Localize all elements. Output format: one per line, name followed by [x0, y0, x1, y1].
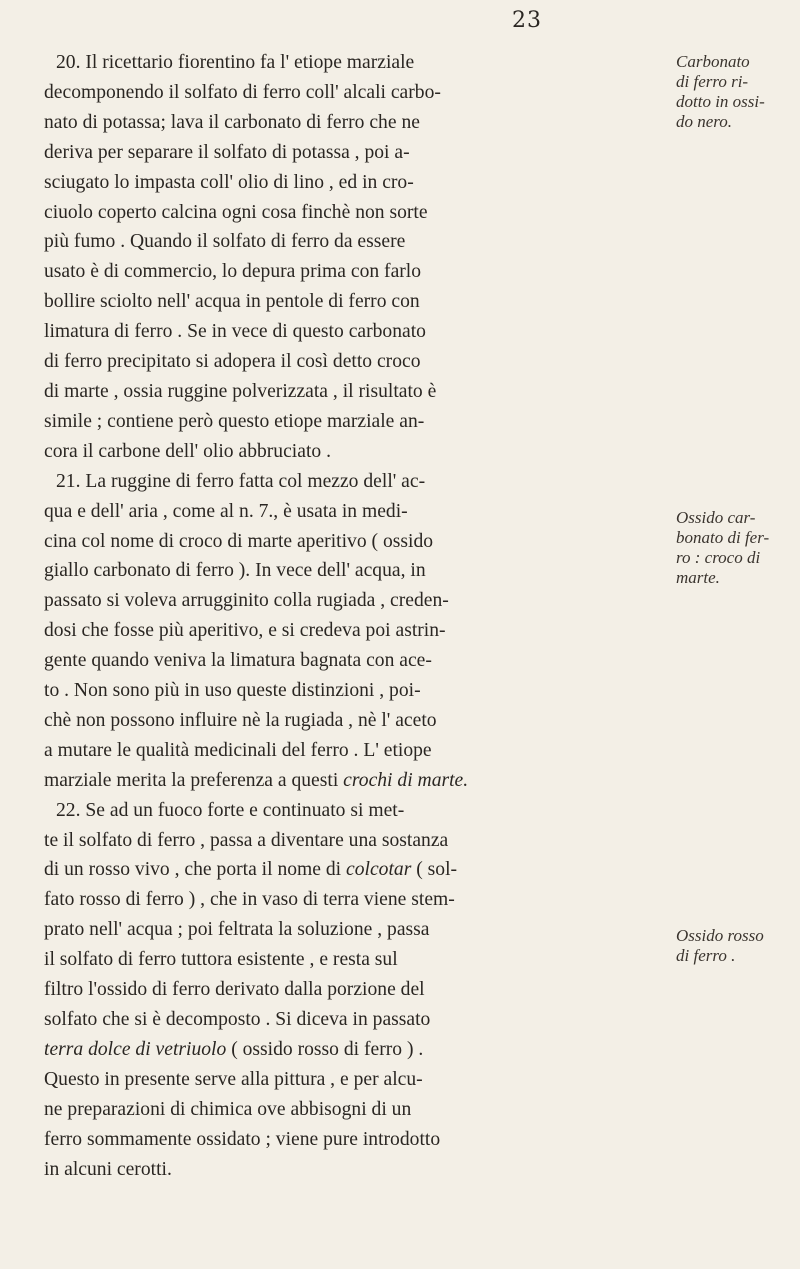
text-line — [44, 766, 672, 796]
text-segment: ( ossido rosso di ferro ) . — [226, 1038, 424, 1060]
text-line: cina col nome di croco di marte aperitivo ( ossido — [44, 530, 434, 552]
italic-term: terra dolce di vetriuolo — [44, 1038, 227, 1060]
text-line: Questo in presente serve alla pittura , e per alcu- — [44, 1068, 423, 1090]
marginal-note — [676, 926, 798, 966]
marginal-note-line: bonato di fer- — [676, 528, 770, 547]
text-segment: marziale merita la preferenza a questi — [44, 769, 344, 791]
text-line: simile ; contiene però questo etiope marziale an- — [44, 410, 425, 432]
text-segment: ( sol- — [411, 859, 458, 881]
text-line: 21. La ruggine di ferro fatta col mezzo dell' ac- — [56, 470, 426, 492]
text-line: chè non possono influire nè la rugiada , nè l' aceto — [44, 709, 437, 731]
marginal-note-line: di ferro . — [676, 946, 736, 965]
text-line: filtro l'ossido di ferro derivato dalla porzione del — [44, 979, 425, 1001]
text-line: gente quando veniva la limatura bagnata con ace- — [44, 650, 432, 672]
text-line: qua e dell' aria , come al n. 7., è usata in medi- — [44, 500, 408, 522]
marginal-note-line: Ossido rosso — [676, 926, 764, 945]
text-line: cora il carbone dell' olio abbruciato . — [44, 440, 331, 462]
text-line: decomponendo il solfato di ferro coll' alcali carbo- — [44, 81, 441, 103]
text-line: solfato che si è decomposto . Si diceva in passato — [44, 1009, 431, 1030]
text-line: a mutare le qualità medicinali del ferro . L' etiope — [44, 739, 432, 761]
text-line: di marte , ossia ruggine polverizzata , il risultato è — [44, 380, 437, 402]
text-line: deriva per separare il solfato di potassa , poi a- — [44, 141, 410, 163]
text-line: di ferro precipitato si adopera il così detto croco — [44, 351, 421, 373]
text-line: giallo carbonato di ferro ). In vece dell' acqua, in — [44, 560, 426, 582]
text-line — [44, 855, 672, 885]
text-line: usato è di commercio, lo depura prima con farlo — [44, 261, 422, 283]
text-line: 20. Il ricettario fiorentino fa l' etiope marziale — [56, 52, 415, 73]
text-line: nato di potassa; lava il carbonato di ferro che ne — [44, 111, 420, 133]
italic-term: colcotar — [346, 859, 412, 881]
text-line: passato si voleva arrugginito colla rugiada , creden- — [44, 590, 449, 612]
text-line: limatura di ferro . Se in vece di questo carbonato — [44, 321, 426, 343]
marginal-note-line: do nero. — [676, 112, 733, 131]
text-line: 22. Se ad un fuoco forte e continuato si met- — [56, 799, 405, 821]
marginal-note-line: di ferro ri- — [676, 72, 749, 91]
text-line: ciuolo coperto calcina ogni cosa finchè non sorte — [44, 201, 428, 223]
marginal-note-line: marte. — [676, 568, 720, 587]
text-line: il solfato di ferro tuttora esistente , e resta sul — [44, 949, 398, 971]
page-number: 23 — [512, 8, 542, 33]
text-line: in alcuni cerotti. — [44, 1158, 172, 1180]
italic-term: crochi di marte. — [343, 769, 469, 791]
text-line: fato rosso di ferro ) , che in vaso di terra viene stem- — [44, 889, 455, 911]
text-segment: di un rosso vivo , che porta il nome di — [44, 859, 347, 881]
marginal-note — [676, 508, 798, 588]
text-line: sciugato lo impasta coll' olio di lino , ed in cro- — [44, 171, 414, 193]
text-line: più fumo . Quando il solfato di ferro da essere — [44, 231, 406, 253]
marginal-note-line: Carbonato — [676, 52, 750, 71]
marginal-note — [676, 52, 798, 132]
marginal-note-line: Ossido car- — [676, 508, 756, 527]
marginal-note-line: ro : croco di — [676, 548, 761, 567]
text-line: dosi che fosse più aperitivo, e si credeva poi astrin- — [44, 620, 446, 642]
text-line: prato nell' acqua ; poi feltrata la soluzione , passa — [44, 919, 430, 941]
text-line: bollire sciolto nell' acqua in pentole di ferro con — [44, 291, 420, 313]
text-line: ferro sommamente ossidato ; viene pure introdotto — [44, 1128, 441, 1150]
body-text — [44, 48, 672, 1184]
marginal-note-line: dotto in ossi- — [676, 92, 765, 111]
text-line: to . Non sono più in uso queste distinzioni , poi- — [44, 680, 421, 702]
text-line: ne preparazioni di chimica ove abbisogni di un — [44, 1098, 412, 1120]
text-line: te il solfato di ferro , passa a diventare una sostanza — [44, 829, 449, 851]
text-line — [44, 1035, 672, 1065]
